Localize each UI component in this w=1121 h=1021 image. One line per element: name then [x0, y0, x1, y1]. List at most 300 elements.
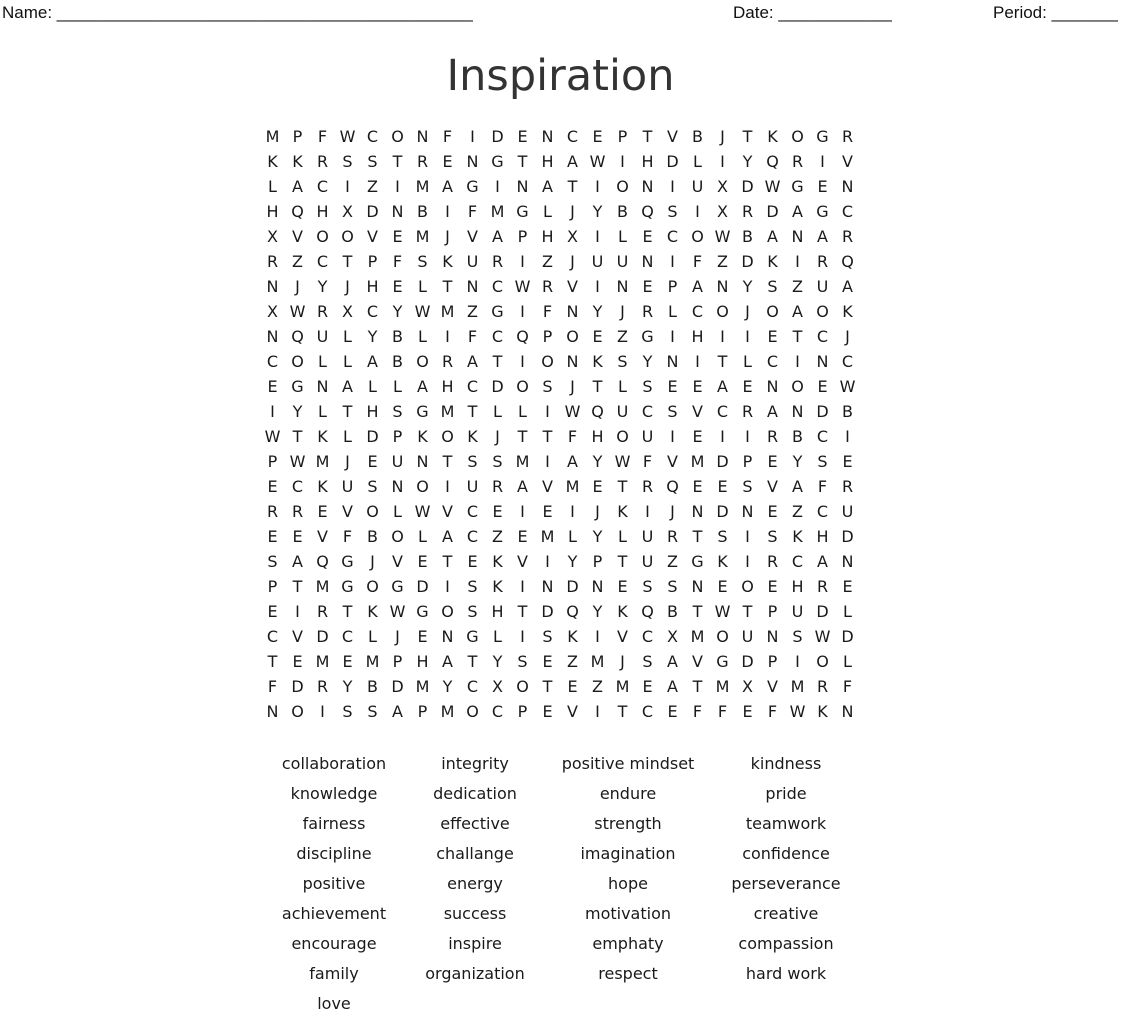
- grid-letter: Z: [592, 677, 603, 696]
- grid-letter: W: [714, 602, 731, 621]
- grid-letter: L: [343, 327, 352, 346]
- grid-letter: C: [716, 402, 729, 421]
- grid-letter: O: [616, 427, 629, 446]
- word-bank-item: strength: [594, 814, 662, 833]
- grid-letter: S: [267, 552, 278, 571]
- grid-letter: O: [291, 702, 304, 721]
- word-bank-item: positive mindset: [561, 754, 695, 773]
- grid-letter: F: [692, 702, 703, 721]
- grid-letter: A: [342, 377, 353, 396]
- grid-letter: Y: [642, 352, 653, 371]
- grid-letter: I: [795, 652, 800, 671]
- grid-letter: H: [366, 277, 379, 296]
- grid-letter: L: [368, 377, 377, 396]
- grid-row: [260, 274, 860, 299]
- grid-letter: L: [393, 502, 402, 521]
- grid-letter: E: [742, 702, 753, 721]
- grid-letter: A: [442, 527, 453, 546]
- name-field: Name: ____________________________________________: [2, 3, 473, 22]
- grid-letter: W: [589, 152, 606, 171]
- grid-letter: E: [467, 552, 478, 571]
- grid-letter: N: [716, 277, 729, 296]
- grid-letter: B: [742, 227, 753, 246]
- grid-letter: D: [566, 577, 579, 596]
- grid-letter: S: [642, 377, 653, 396]
- grid-letter: E: [692, 427, 703, 446]
- grid-letter: R: [841, 477, 854, 496]
- grid-letter: Q: [316, 552, 329, 571]
- grid-letter: F: [467, 327, 478, 346]
- grid-letter: K: [367, 602, 378, 621]
- grid-letter: O: [791, 377, 804, 396]
- grid-letter: L: [268, 177, 277, 196]
- grid-letter: F: [267, 677, 278, 696]
- grid-letter: G: [416, 602, 429, 621]
- grid-letter: A: [442, 177, 453, 196]
- grid-letter: N: [416, 127, 429, 146]
- grid-letter: N: [841, 177, 854, 196]
- grid-letter: V: [342, 502, 353, 521]
- grid-letter: M: [440, 402, 455, 421]
- grid-letter: G: [691, 552, 704, 571]
- grid-letter: P: [592, 552, 603, 571]
- grid-letter: O: [416, 477, 429, 496]
- grid-letter: T: [292, 427, 303, 446]
- grid-letter: P: [392, 427, 403, 446]
- grid-letter: V: [292, 227, 303, 246]
- grid-letter: S: [667, 577, 678, 596]
- grid-letter: B: [392, 352, 403, 371]
- grid-letter: D: [766, 202, 779, 221]
- grid-letter: C: [466, 677, 479, 696]
- grid-letter: M: [515, 452, 530, 471]
- grid-letter: U: [616, 402, 629, 421]
- grid-letter: I: [395, 177, 400, 196]
- grid-letter: R: [291, 502, 304, 521]
- word-bank-item: dedication: [433, 784, 517, 803]
- grid-letter: E: [267, 477, 278, 496]
- grid-letter: C: [641, 627, 654, 646]
- grid-letter: P: [517, 227, 528, 246]
- word-bank-item: love: [317, 994, 351, 1013]
- grid-letter: Y: [742, 152, 753, 171]
- grid-letter: S: [542, 627, 553, 646]
- grid-letter: Y: [592, 452, 603, 471]
- grid-letter: M: [590, 652, 605, 671]
- grid-letter: Q: [841, 252, 854, 271]
- word-bank-item: positive: [302, 874, 366, 893]
- grid-letter: Z: [467, 302, 478, 321]
- grid-letter: E: [817, 177, 828, 196]
- grid-letter: U: [641, 427, 654, 446]
- grid-letter: H: [541, 152, 554, 171]
- grid-letter: N: [641, 252, 654, 271]
- grid-letter: V: [567, 702, 578, 721]
- grid-letter: C: [641, 702, 654, 721]
- grid-letter: H: [316, 202, 329, 221]
- grid-letter: Q: [766, 152, 779, 171]
- grid-letter: S: [367, 477, 378, 496]
- grid-letter: M: [490, 202, 505, 221]
- grid-letter: N: [841, 552, 854, 571]
- grid-letter: E: [367, 452, 378, 471]
- grid-letter: D: [491, 377, 504, 396]
- grid-letter: E: [392, 277, 403, 296]
- grid-letter: R: [541, 277, 554, 296]
- grid-letter: D: [291, 677, 304, 696]
- grid-letter: Z: [567, 652, 578, 671]
- grid-letter: G: [466, 627, 479, 646]
- grid-letter: D: [391, 677, 404, 696]
- grid-letter: T: [517, 427, 528, 446]
- word-bank-item: emphaty: [592, 934, 664, 953]
- grid-letter: D: [541, 602, 554, 621]
- grid-letter: S: [467, 452, 478, 471]
- grid-letter: M: [265, 127, 280, 146]
- grid-letter: G: [816, 127, 829, 146]
- word-bank-item: encourage: [291, 934, 377, 953]
- grid-letter: N: [466, 277, 479, 296]
- grid-letter: E: [392, 227, 403, 246]
- grid-letter: A: [517, 477, 528, 496]
- grid-letter: P: [267, 577, 278, 596]
- grid-letter: K: [317, 477, 328, 496]
- grid-letter: T: [542, 427, 553, 446]
- grid-letter: R: [316, 302, 329, 321]
- grid-letter: P: [667, 277, 678, 296]
- grid-letter: P: [517, 702, 528, 721]
- grid-letter: E: [692, 477, 703, 496]
- grid-letter: J: [495, 427, 500, 446]
- grid-letter: K: [567, 627, 578, 646]
- grid-letter: C: [566, 127, 579, 146]
- grid-letter: I: [595, 177, 600, 196]
- grid-letter: O: [291, 352, 304, 371]
- grid-letter: K: [467, 427, 478, 446]
- grid-letter: E: [267, 602, 278, 621]
- grid-letter: J: [595, 502, 600, 521]
- grid-letter: E: [842, 452, 853, 471]
- grid-letter: D: [666, 152, 679, 171]
- grid-letter: E: [342, 652, 353, 671]
- grid-letter: E: [517, 527, 528, 546]
- grid-letter: T: [717, 352, 728, 371]
- grid-letter: G: [491, 302, 504, 321]
- grid-letter: W: [789, 702, 806, 721]
- grid-letter: V: [692, 652, 703, 671]
- grid-letter: R: [316, 152, 329, 171]
- grid-letter: E: [667, 377, 678, 396]
- grid-letter: A: [367, 352, 378, 371]
- grid-letter: M: [315, 452, 330, 471]
- grid-letter: B: [392, 327, 403, 346]
- grid-letter: V: [567, 277, 578, 296]
- grid-letter: M: [565, 477, 580, 496]
- grid-letter: T: [342, 402, 353, 421]
- grid-letter: I: [520, 502, 525, 521]
- grid-letter: Y: [292, 402, 303, 421]
- grid-row: [260, 249, 860, 274]
- grid-letter: D: [366, 202, 379, 221]
- grid-letter: H: [266, 202, 279, 221]
- grid-letter: E: [542, 652, 553, 671]
- grid-letter: K: [617, 502, 628, 521]
- grid-letter: X: [717, 177, 728, 196]
- grid-letter: J: [720, 127, 725, 146]
- grid-letter: E: [767, 327, 778, 346]
- grid-letter: S: [542, 377, 553, 396]
- grid-letter: S: [817, 452, 828, 471]
- grid-letter: O: [716, 627, 729, 646]
- grid-letter: I: [545, 452, 550, 471]
- grid-letter: C: [366, 127, 379, 146]
- grid-letter: I: [445, 477, 450, 496]
- grid-letter: E: [592, 477, 603, 496]
- grid-letter: M: [315, 652, 330, 671]
- grid-letter: A: [792, 202, 803, 221]
- grid-letter: Y: [592, 527, 603, 546]
- grid-letter: T: [617, 552, 628, 571]
- grid-letter: X: [742, 677, 753, 696]
- grid-letter: P: [767, 602, 778, 621]
- grid-letter: C: [491, 277, 504, 296]
- grid-letter: L: [418, 277, 427, 296]
- grid-letter: R: [641, 477, 654, 496]
- grid-letter: I: [820, 152, 825, 171]
- grid-letter: I: [695, 202, 700, 221]
- grid-letter: A: [292, 552, 303, 571]
- grid-letter: S: [642, 652, 653, 671]
- grid-letter: O: [366, 502, 379, 521]
- grid-letter: E: [542, 502, 553, 521]
- grid-letter: G: [391, 577, 404, 596]
- grid-letter: K: [492, 577, 503, 596]
- grid-letter: C: [316, 177, 329, 196]
- grid-letter: V: [692, 402, 703, 421]
- word-bank-item: fairness: [302, 814, 366, 833]
- grid-letter: J: [670, 502, 675, 521]
- grid-letter: I: [520, 577, 525, 596]
- grid-letter: R: [816, 252, 829, 271]
- grid-letter: N: [641, 177, 654, 196]
- grid-letter: Y: [342, 677, 353, 696]
- grid-letter: J: [620, 302, 625, 321]
- grid-letter: C: [641, 402, 654, 421]
- grid-letter: R: [666, 527, 679, 546]
- grid-letter: Z: [492, 527, 503, 546]
- grid-letter: C: [266, 627, 279, 646]
- grid-letter: U: [341, 477, 354, 496]
- grid-letter: N: [666, 352, 679, 371]
- grid-letter: U: [391, 452, 404, 471]
- grid-letter: H: [591, 427, 604, 446]
- grid-letter: O: [441, 427, 454, 446]
- grid-letter: F: [567, 427, 578, 446]
- grid-letter: W: [289, 302, 306, 321]
- grid-letter: P: [742, 452, 753, 471]
- grid-letter: O: [516, 677, 529, 696]
- grid-letter: L: [743, 352, 752, 371]
- grid-letter: L: [368, 627, 377, 646]
- grid-letter: T: [467, 652, 478, 671]
- grid-letter: I: [695, 352, 700, 371]
- grid-letter: T: [692, 677, 703, 696]
- grid-letter: I: [570, 502, 575, 521]
- grid-letter: F: [542, 302, 553, 321]
- grid-letter: N: [766, 627, 779, 646]
- grid-letter: P: [267, 452, 278, 471]
- grid-row: [260, 699, 860, 724]
- grid-letter: H: [641, 152, 654, 171]
- grid-letter: O: [391, 127, 404, 146]
- grid-letter: C: [766, 352, 779, 371]
- grid-letter: M: [790, 677, 805, 696]
- grid-letter: N: [441, 627, 454, 646]
- grid-letter: Q: [666, 477, 679, 496]
- grid-letter: D: [416, 577, 429, 596]
- grid-letter: J: [445, 227, 450, 246]
- grid-letter: D: [366, 427, 379, 446]
- grid-letter: U: [466, 477, 479, 496]
- grid-letter: A: [717, 377, 728, 396]
- grid-letter: I: [720, 427, 725, 446]
- grid-letter: Y: [592, 602, 603, 621]
- grid-letter: S: [717, 527, 728, 546]
- grid-letter: C: [666, 227, 679, 246]
- grid-letter: S: [342, 702, 353, 721]
- grid-letter: H: [691, 327, 704, 346]
- grid-letter: G: [641, 327, 654, 346]
- grid-letter: O: [316, 227, 329, 246]
- grid-letter: R: [766, 552, 779, 571]
- grid-letter: E: [767, 502, 778, 521]
- grid-letter: F: [317, 127, 328, 146]
- grid-letter: N: [541, 127, 554, 146]
- grid-letter: T: [567, 177, 578, 196]
- grid-letter: N: [791, 402, 804, 421]
- grid-letter: V: [517, 552, 528, 571]
- grid-letter: P: [542, 327, 553, 346]
- grid-letter: N: [466, 152, 479, 171]
- grid-letter: C: [816, 327, 829, 346]
- grid-letter: R: [816, 677, 829, 696]
- grid-letter: I: [745, 527, 750, 546]
- grid-letter: Y: [792, 452, 803, 471]
- grid-letter: E: [292, 652, 303, 671]
- grid-letter: N: [691, 502, 704, 521]
- grid-letter: G: [791, 177, 804, 196]
- grid-letter: Z: [792, 502, 803, 521]
- grid-letter: I: [645, 502, 650, 521]
- grid-letter: S: [517, 652, 528, 671]
- grid-letter: E: [642, 277, 653, 296]
- grid-letter: F: [392, 252, 403, 271]
- grid-letter: U: [791, 602, 804, 621]
- grid-letter: A: [667, 677, 678, 696]
- grid-letter: S: [367, 702, 378, 721]
- grid-letter: M: [715, 677, 730, 696]
- period-field: Period: _______: [993, 3, 1118, 22]
- grid-letter: K: [292, 152, 303, 171]
- grid-letter: N: [316, 377, 329, 396]
- grid-letter: I: [320, 702, 325, 721]
- grid-letter: K: [767, 252, 778, 271]
- grid-letter: E: [492, 502, 503, 521]
- grid-letter: E: [717, 577, 728, 596]
- grid-letter: H: [366, 402, 379, 421]
- grid-letter: N: [566, 352, 579, 371]
- grid-letter: O: [441, 602, 454, 621]
- grid-letter: O: [566, 327, 579, 346]
- grid-row: [260, 674, 860, 699]
- grid-letter: U: [841, 502, 854, 521]
- grid-letter: R: [791, 152, 804, 171]
- grid-letter: I: [495, 177, 500, 196]
- grid-letter: K: [267, 152, 278, 171]
- grid-letter: A: [392, 702, 403, 721]
- grid-letter: T: [442, 452, 453, 471]
- grid-letter: I: [595, 627, 600, 646]
- grid-letter: X: [567, 227, 578, 246]
- word-bank-item: endure: [599, 784, 657, 803]
- grid-letter: C: [366, 302, 379, 321]
- grid-letter: D: [716, 452, 729, 471]
- grid-letter: K: [417, 427, 428, 446]
- grid-letter: G: [341, 577, 354, 596]
- grid-letter: E: [592, 327, 603, 346]
- word-bank-item: respect: [598, 964, 658, 983]
- grid-letter: S: [642, 577, 653, 596]
- grid-letter: Z: [717, 252, 728, 271]
- page-title: Inspiration: [446, 51, 675, 101]
- grid-letter: A: [817, 227, 828, 246]
- grid-letter: O: [816, 652, 829, 671]
- grid-letter: O: [791, 127, 804, 146]
- grid-letter: J: [845, 327, 850, 346]
- grid-letter: E: [642, 677, 653, 696]
- grid-letter: U: [591, 252, 604, 271]
- grid-row: [260, 374, 860, 399]
- grid-row: [260, 499, 860, 524]
- grid-letter: Z: [292, 252, 303, 271]
- grid-letter: W: [839, 377, 856, 396]
- grid-letter: M: [315, 577, 330, 596]
- grid-letter: N: [416, 452, 429, 471]
- grid-letter: U: [816, 277, 829, 296]
- grid-letter: O: [391, 527, 404, 546]
- grid-letter: P: [392, 652, 403, 671]
- grid-letter: E: [742, 377, 753, 396]
- grid-letter: G: [466, 177, 479, 196]
- word-bank-item: creative: [753, 904, 819, 923]
- grid-letter: U: [316, 327, 329, 346]
- grid-letter: C: [266, 352, 279, 371]
- grid-letter: A: [767, 227, 778, 246]
- word-bank-item: kindness: [750, 754, 822, 773]
- grid-letter: N: [516, 177, 529, 196]
- grid-letter: C: [316, 252, 329, 271]
- word-bank-item: imagination: [580, 844, 676, 863]
- grid-letter: M: [540, 527, 555, 546]
- grid-letter: C: [816, 427, 829, 446]
- grid-letter: R: [741, 402, 754, 421]
- grid-letter: O: [541, 352, 554, 371]
- grid-letter: E: [317, 502, 328, 521]
- grid-letter: T: [392, 152, 403, 171]
- grid-row: [260, 174, 860, 199]
- grid-letter: U: [616, 252, 629, 271]
- grid-letter: T: [342, 252, 353, 271]
